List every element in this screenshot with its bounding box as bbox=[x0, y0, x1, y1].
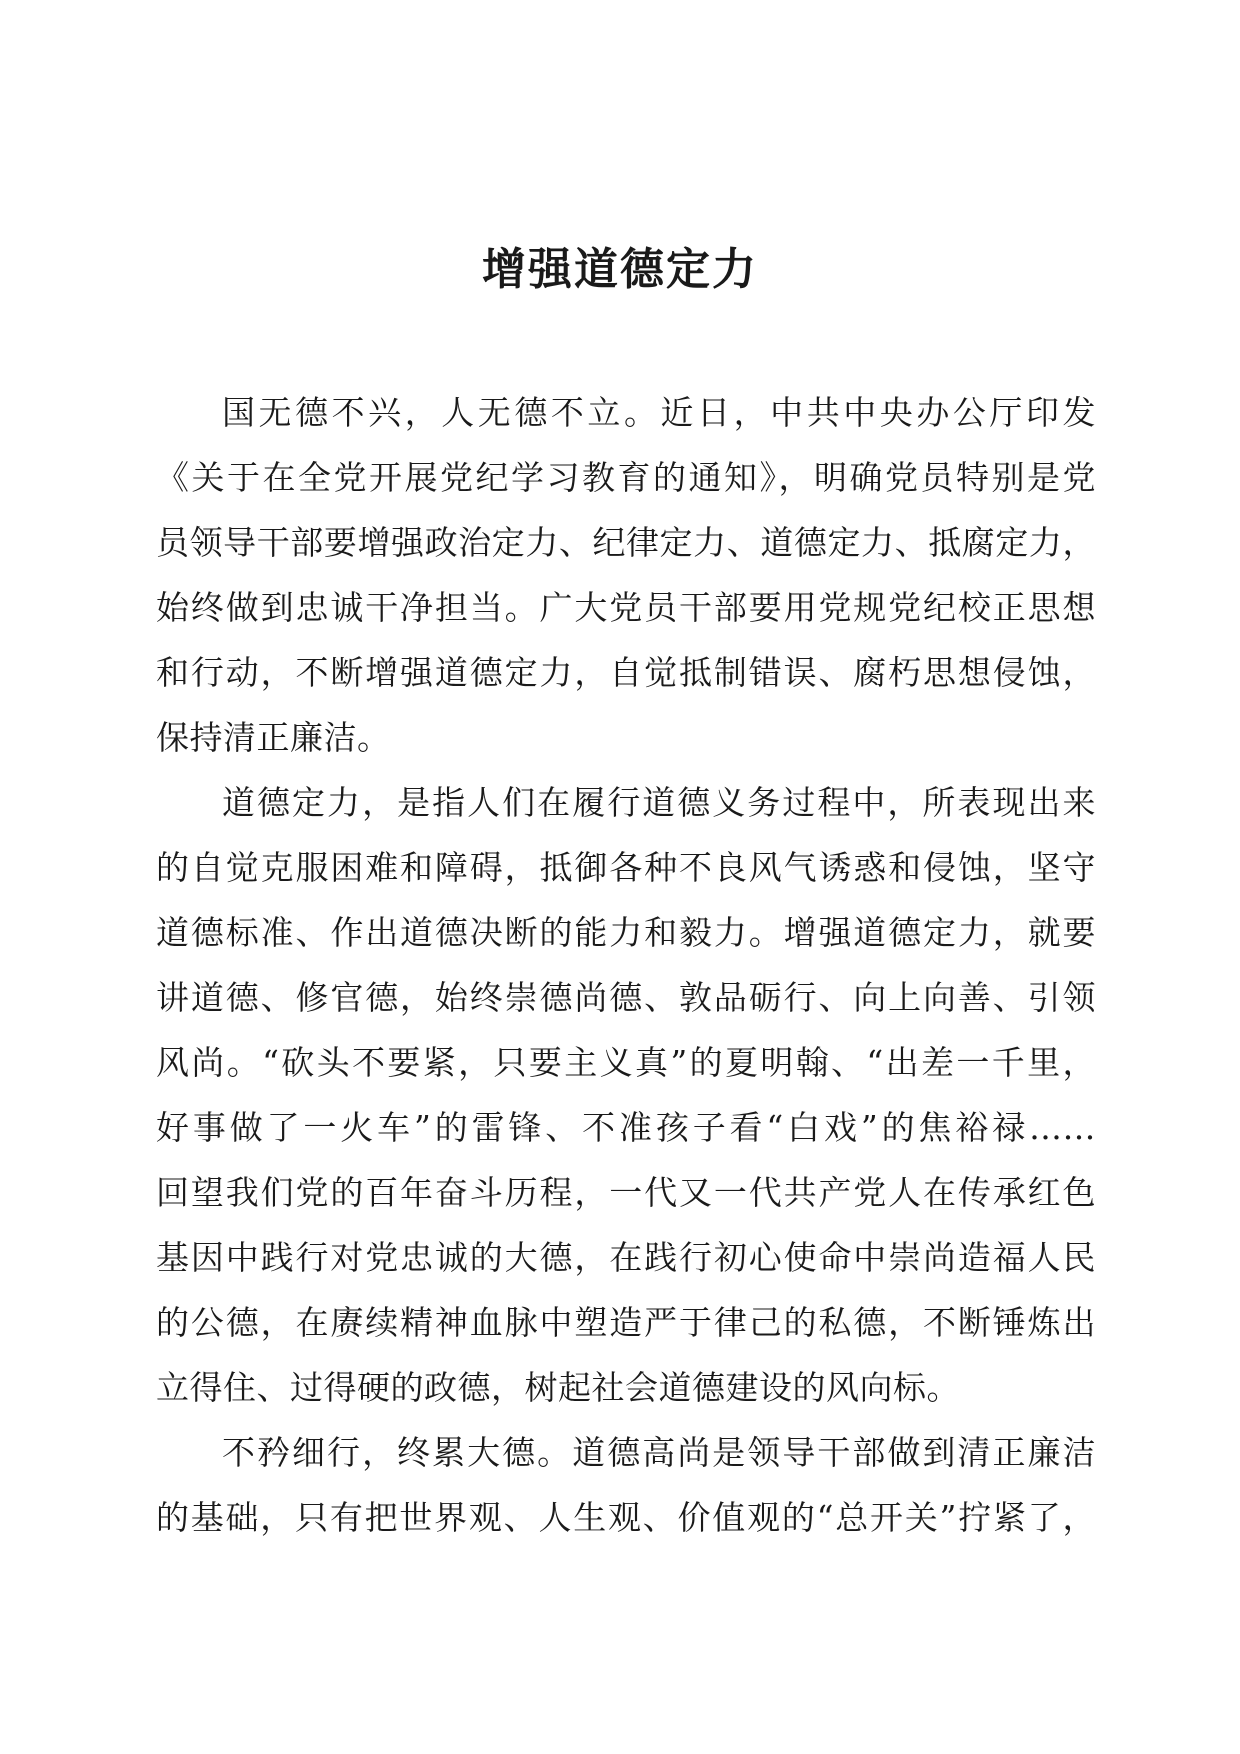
document-body bbox=[156, 380, 1096, 1550]
paragraph-line: 始终做到忠诚干净担当。广大党员干部要用党规党纪校正思想 bbox=[156, 588, 1096, 627]
paragraph-line: 的自觉克服困难和障碍，抵御各种不良风气诱惑和侵蚀，坚守 bbox=[156, 848, 1096, 887]
paragraph-line: 回望我们党的百年奋斗历程，一代又一代共产党人在传承红色 bbox=[156, 1173, 1096, 1212]
paragraph-line: 道德标准、作出道德决断的能力和毅力。增强道德定力，就要 bbox=[156, 913, 1096, 952]
paragraph-line: 保持清正廉洁。 bbox=[156, 718, 391, 757]
paragraph-line: 的基础，只有把世界观、人生观、价值观的“总开关”拧紧了， bbox=[156, 1498, 1096, 1537]
paragraph-line: 道德定力，是指人们在履行道德义务过程中，所表现出来 bbox=[222, 783, 1096, 822]
paragraph-line: 《关于在全党开展党纪学习教育的通知》，明确党员特别是党 bbox=[156, 458, 1096, 497]
paragraph-line: 员领导干部要增强政治定力、纪律定力、道德定力、抵腐定力， bbox=[156, 523, 1096, 562]
document-title: 增强道德定力 bbox=[482, 244, 758, 295]
paragraph-line: 讲道德、修官德，始终崇德尚德、敦品砺行、向上向善、引领 bbox=[156, 978, 1096, 1017]
paragraph-line: 和行动，不断增强道德定力，自觉抵制错误、腐朽思想侵蚀， bbox=[156, 653, 1096, 692]
paragraph-line: 好事做了一火车”的雷锋、不准孩子看“白戏”的焦裕禄…… bbox=[156, 1108, 1096, 1147]
paragraph-line: 不矜细行，终累大德。道德高尚是领导干部做到清正廉洁 bbox=[222, 1433, 1096, 1472]
paragraph-line: 立得住、过得硬的政德，树起社会道德建设的风向标。 bbox=[156, 1368, 960, 1407]
paragraph-line: 基因中践行对党忠诚的大德，在践行初心使命中崇尚造福人民 bbox=[156, 1238, 1096, 1277]
paragraph-line: 国无德不兴，人无德不立。近日，中共中央办公厅印发 bbox=[222, 393, 1096, 432]
paragraph-line: 的公德，在赓续精神血脉中塑造严于律己的私德，不断锤炼出 bbox=[156, 1303, 1096, 1342]
paragraph-line: 风尚。“砍头不要紧，只要主义真”的夏明翰、“出差一千里， bbox=[156, 1043, 1096, 1082]
